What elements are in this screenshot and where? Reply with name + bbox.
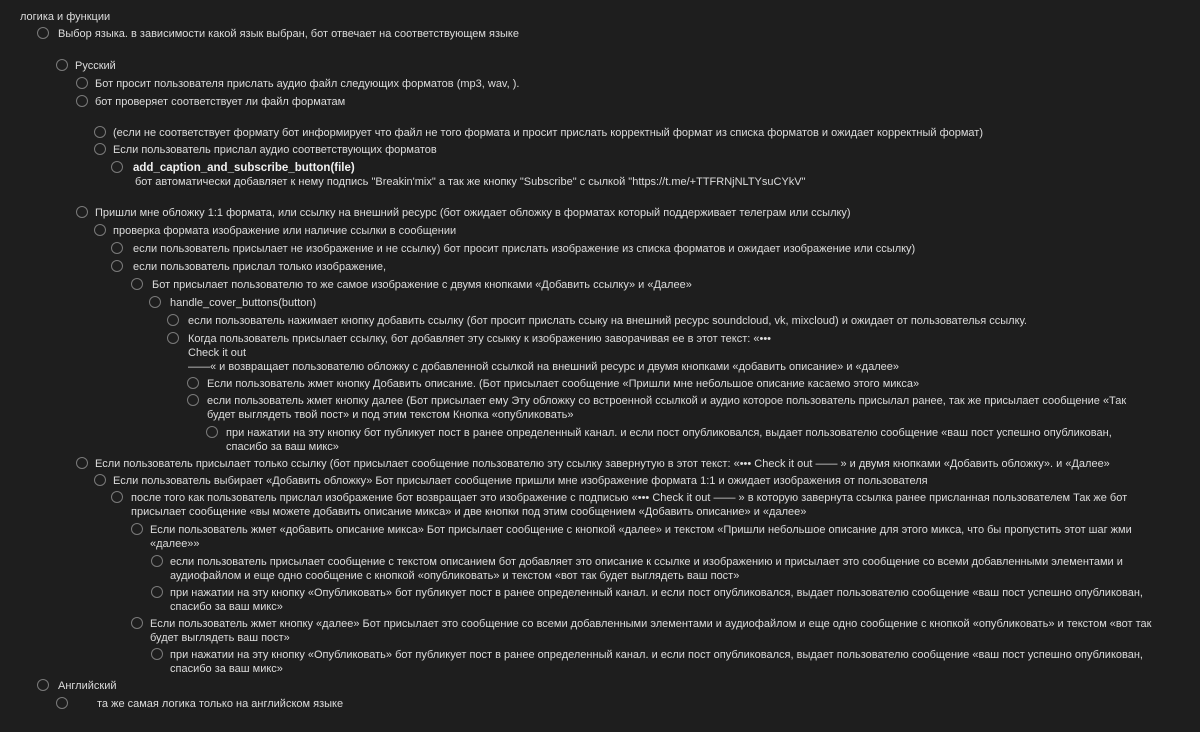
item-text[interactable] [133, 242, 915, 256]
item-line: бот проверяет соответствует ли файл форматам [95, 96, 346, 108]
list-item [0, 296, 1200, 310]
list-item [0, 617, 1200, 644]
item-line: Если пользователь прислал аудио соответствующих форматов [113, 144, 437, 156]
list-item [0, 426, 1200, 453]
item-russian-text[interactable] [75, 59, 116, 73]
list-item [0, 394, 1200, 421]
list-item [0, 242, 1200, 256]
list-item [0, 278, 1200, 292]
item-line: аудиофайлом и еще одно сообщение с кнопкой «опубликовать» и текстом «вот так будет выглядеть ваш пост» [170, 570, 740, 582]
item-line: при нажатии на эту кнопку «Опубликовать» бот публикует пост в ранее определенный канал. и если пост опубликовался, выдает пользователю сообщение «ваш пост успешно опубликован, [170, 649, 1143, 661]
item-line: handle_cover_buttons(button) [170, 297, 317, 309]
item-line: спасибо за ваш микс» [170, 601, 283, 613]
checkbox-circle-icon[interactable] [94, 474, 106, 486]
item-line: если пользователь нажимает кнопку добавить ссылку (бот просит прислать ссыку на внешний ресурс soundcloud, vk, mixcloud) и ожидает от пользователья ссылку. [188, 315, 1027, 327]
item-line: при нажатии на эту кнопку бот публикует пост в ранее определенный канал. и если пост опубликовался, выдает пользователю сообщение «ваш пост успешно опубликован, [226, 427, 1112, 439]
list-item [0, 143, 1200, 157]
item-line: проверка формата изображение или наличие ссылки в сообщении [113, 225, 457, 237]
item-line: бот автоматически добавляет к нему подпись "Breakin'mix" а так же кнопку "Subscribe" с сылкой "https://t.me/+TTFRNjNLTYsuCYkV" [135, 176, 806, 188]
list-item [0, 648, 1200, 675]
list-item [0, 59, 1200, 73]
item-text[interactable] [95, 457, 1110, 471]
list-item [0, 206, 1200, 220]
checkbox-circle-icon[interactable] [187, 394, 199, 406]
checkbox-circle-icon[interactable] [94, 224, 106, 236]
item-line: при нажатии на эту кнопку «Опубликовать» бот публикует пост в ранее определенный канал. и если пост опубликовался, выдает пользователю сообщение «ваш пост успешно опубликован, [170, 587, 1143, 599]
list-item [0, 491, 1200, 518]
checkbox-circle-icon[interactable] [76, 206, 88, 218]
checkbox-circle-icon[interactable] [111, 161, 123, 173]
item-text[interactable] [113, 143, 437, 157]
item-line: спасибо за ваш микс» [170, 663, 283, 675]
item-text[interactable] [188, 314, 1027, 328]
list-item [0, 555, 1200, 582]
checkbox-circle-icon[interactable] [151, 555, 163, 567]
item-text[interactable] [113, 126, 983, 140]
item-english-text[interactable] [58, 679, 117, 693]
item-line: Когда пользователь присылает ссылку, бот добавляет эту ссыкку к изображению заворачивая ее в этот текст: «••• [188, 333, 772, 345]
list-item [0, 224, 1200, 238]
item-line: Если пользователь жмет «добавить описание микса» Бот присылает сообщение с кнопкой «далее» и текстом «Пришли небольшое описание для этого микса, что бы пропустить этот шаг жми [150, 524, 1132, 536]
checkbox-circle-icon[interactable] [151, 586, 163, 598]
checkbox-circle-icon[interactable] [94, 143, 106, 155]
checkbox-circle-icon[interactable] [76, 457, 88, 469]
item-line: будет выглядеть ваш пост» [150, 632, 290, 644]
item-language-choice-text[interactable] [58, 27, 519, 41]
item-line: если пользователь прислал только изображение, [133, 261, 387, 273]
item-line: Если пользователь жмет кнопку Добавить описание. (Бот присылает сообщение «Пришли мне небольшое описание касаемо этого микса» [207, 378, 920, 390]
checkbox-circle-icon[interactable] [56, 697, 68, 709]
list-item [0, 95, 1200, 109]
item-line: Check it out [188, 347, 247, 359]
item-text[interactable] [131, 491, 1127, 519]
item-text[interactable] [95, 95, 345, 109]
item-text[interactable] [150, 617, 1151, 645]
item-line: Если пользователь присылает только ссылку (бот присылает сообщение пользователю эту ссылку завернутую в этот текст: «••• Check it out —— » и двумя кнопками «Добавить обложку». и «Далее» [95, 458, 1110, 470]
item-line: add_caption_and_subscribe_button(file) [133, 162, 355, 174]
list-item [0, 586, 1200, 613]
item-line: Если пользователь жмет кнопку «далее» Бот присылает это сообщение со всеми добавленными элементами и аудиофайлом и еще одно сообщение с кнопкой «опубликовать» и текстом «вот так [150, 618, 1152, 630]
item-line: та же самая логика только на английском языке [97, 698, 344, 710]
checkbox-circle-icon[interactable] [111, 491, 123, 503]
item-function-text[interactable] [170, 296, 316, 310]
item-text[interactable] [133, 260, 386, 274]
checkbox-circle-icon[interactable] [56, 59, 68, 71]
item-line: Английский [58, 680, 117, 692]
list-item [0, 457, 1200, 471]
item-text[interactable] [226, 426, 1112, 454]
checkbox-circle-icon[interactable] [37, 679, 49, 691]
list-item [0, 77, 1200, 91]
item-line: если пользователь присылает не изображение и не ссылку) бот просит прислать изображение из списка форматов и ожидает изображение или ссылку) [133, 243, 916, 255]
item-line: присылает сообщение «вы можете добавить описание микса» и две кнопки под этим сообщением «Добавить описание» и «далее» [131, 506, 807, 518]
checkbox-circle-icon[interactable] [151, 648, 163, 660]
item-function-text[interactable] [133, 161, 806, 189]
item-line: после того как пользователь прислал изображение бот возвращает это изображение с подписью «••• Check it out —— » в которую завернута ссылка ранее присланная пользователем Так же бот [131, 492, 1128, 504]
page-title: логика и функции [20, 11, 111, 23]
item-line: Если пользователь выбирает «Добавить обложку» Бот присылает сообщение пришли мне изображение формата 1:1 и ожидает изображения от пользователя [113, 475, 928, 487]
checkbox-circle-icon[interactable] [76, 95, 88, 107]
checkbox-circle-icon[interactable] [131, 617, 143, 629]
item-line: Выбор языка. в зависимости какой язык выбран, бот отвечает на соответствующем языке [58, 28, 519, 40]
checkbox-circle-icon[interactable] [149, 296, 161, 308]
list-item [0, 474, 1200, 488]
item-text[interactable] [188, 332, 899, 374]
checkbox-circle-icon[interactable] [111, 260, 123, 272]
item-line: если пользователь жмет кнопку далее (Бот присылает ему Эту обложку со встроенной ссылкой и аудио которое пользователь присылал ранее, так же присылает сообщение «Так [207, 395, 1127, 407]
item-text[interactable] [150, 523, 1132, 551]
list-item [0, 27, 1200, 41]
item-line: Бот присылает пользователю то же самое изображение с двумя кнопками «Добавить ссылку» и «Далее» [152, 279, 692, 291]
checkbox-circle-icon[interactable] [111, 242, 123, 254]
item-line: спасибо за ваш микс» [226, 441, 339, 453]
list-item [0, 377, 1200, 391]
item-line: Русский [75, 60, 116, 72]
item-text[interactable] [207, 377, 919, 391]
item-text[interactable] [113, 474, 928, 488]
item-line: ——« и возвращает пользователю обложку с добавленной ссылкой на внешний ресурс и двумя кнопками «добавить описание» и «далее» [188, 361, 899, 373]
checkbox-circle-icon[interactable] [94, 126, 106, 138]
item-line: если пользователь присылает сообщение с текстом описанием бот добавляет это описание к ссылке и изображению и присылает это сообщение со всеми добавленными элементами и [170, 556, 1123, 568]
list-item [0, 314, 1200, 328]
item-text[interactable] [152, 278, 692, 292]
item-text[interactable] [170, 555, 1123, 583]
item-line: «далее»» [150, 538, 200, 550]
checkbox-circle-icon[interactable] [37, 27, 49, 39]
checkbox-circle-icon[interactable] [167, 314, 179, 326]
item-line: будет выглядеть твой пост» и под этим текстом Кнопка «опубликовать» [207, 409, 574, 421]
list-item [0, 697, 1200, 711]
list-item [0, 126, 1200, 140]
list-item [0, 332, 1200, 373]
item-text[interactable] [113, 224, 456, 238]
item-text[interactable] [97, 697, 343, 711]
item-line: (если не соответствует формату бот информирует что файл не того формата и просит прислать корректный формат из списка форматов и ожидает корректный формат) [113, 127, 983, 139]
checkbox-circle-icon[interactable] [206, 426, 218, 438]
checkbox-circle-icon[interactable] [131, 278, 143, 290]
list-item [0, 161, 1200, 188]
checkbox-circle-icon[interactable] [187, 377, 199, 389]
item-text[interactable] [207, 394, 1126, 422]
item-text[interactable] [95, 77, 519, 91]
checkbox-circle-icon[interactable] [131, 523, 143, 535]
list-item [0, 523, 1200, 550]
item-line: Пришли мне обложку 1:1 формата, или ссылку на внешний ресурс (бот ожидает обложку в форматах который поддерживает телеграм или ссылку) [95, 207, 851, 219]
list-item [0, 679, 1200, 693]
checkbox-circle-icon[interactable] [167, 332, 179, 344]
item-text[interactable] [170, 586, 1143, 614]
item-text[interactable] [170, 648, 1143, 676]
item-line: Бот просит пользователя прислать аудио файл следующих форматов (mp3, wav, ). [95, 78, 520, 90]
list-item [0, 260, 1200, 274]
item-text[interactable] [95, 206, 851, 220]
checkbox-circle-icon[interactable] [76, 77, 88, 89]
